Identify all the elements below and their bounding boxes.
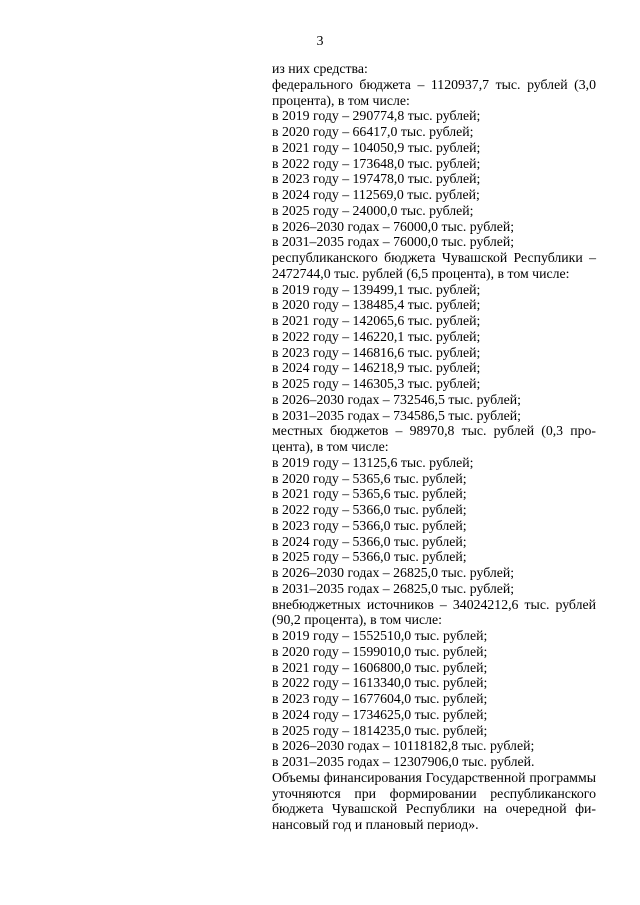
text-line: в 2020 году – 1599010,0 тыс. рублей; (272, 643, 488, 659)
text-line: местных бюджетов – 98970,8 тыс. рублей (0,3 процента), в том числе: (272, 423, 596, 454)
text-line: в 2019 году – 139499,1 тыс. рублей; (272, 281, 481, 297)
text-line: в 2019 году – 1552510,0 тыс. рублей; (272, 628, 488, 643)
text-line: в 2025 году – 5366,0 тыс. рублей; (272, 549, 467, 565)
text-line: в 2031–2035 годах – 12307906,0 тыс. рублей. (272, 754, 535, 769)
text-line: в 2025 году – 1814235,0 тыс. рублей; (272, 722, 488, 738)
text-line: в 2019 году – 13125,6 тыс. рублей; (272, 454, 474, 470)
text-line: в 2022 году – 5366,0 тыс. рублей; (272, 502, 467, 517)
text-line: федерального бюджета – 1120937,7 тыс. рублей (3,0 процента), в том числе: (272, 76, 596, 108)
text-line: в 2025 году – 146305,3 тыс. рублей; (272, 376, 481, 391)
text-line: республиканского бюджета Чувашской Республики – 2472744,0 тыс. рублей (6,5 процента), в том числе: (272, 250, 596, 281)
text-line: в 2026–2030 годах – 76000,0 тыс. рублей; (272, 218, 515, 234)
text-line: в 2021 году – 5365,6 тыс. рублей; (272, 486, 467, 502)
text-line: в 2021 году – 1606800,0 тыс. рублей; (272, 659, 488, 675)
text-line: в 2026–2030 годах – 26825,0 тыс. рублей; (272, 565, 515, 580)
text-line: в 2021 году – 142065,6 тыс. рублей; (272, 313, 481, 328)
text-line: в 2024 году – 5366,0 тыс. рублей; (272, 533, 467, 549)
text-line: в 2024 году – 112569,0 тыс. рублей; (272, 187, 480, 202)
text-line: в 2021 году – 104050,9 тыс. рублей; (272, 139, 481, 155)
text-line: из них средства: (272, 61, 368, 76)
text-line: в 2022 году – 1613340,0 тыс. рублей; (272, 675, 488, 691)
text-line: в 2025 году – 24000,0 тыс. рублей; (272, 202, 474, 218)
text-line: в 2022 году – 173648,0 тыс. рублей; (272, 155, 481, 171)
text-line: Объемы финансирования Государственной программы уточняются при формировании республиканского бюджета Чувашской Республики на очередной финансовый год и плановый период». (272, 769, 596, 832)
text-line: в 2023 году – 146816,6 тыс. рублей; (272, 344, 481, 360)
document-body (272, 61, 596, 833)
text-line: в 2026–2030 годах – 732546,5 тыс. рублей; (272, 391, 521, 407)
text-line: в 2022 году – 146220,1 тыс. рублей; (272, 328, 481, 344)
text-line: в 2020 году – 138485,4 тыс. рублей; (272, 297, 481, 313)
text-line: в 2019 году – 290774,8 тыс. рублей; (272, 108, 481, 124)
text-line: внебюджетных источников – 34024212,6 тыс. рублей (90,2 процента), в том числе: (272, 596, 596, 628)
text-line: в 2023 году – 197478,0 тыс. рублей; (272, 171, 481, 187)
text-line: в 2031–2035 годах – 76000,0 тыс. рублей; (272, 234, 515, 250)
text-line: в 2023 году – 1677604,0 тыс. рублей; (272, 691, 488, 706)
text-line: в 2024 году – 146218,9 тыс. рублей; (272, 360, 481, 376)
text-line: в 2031–2035 годах – 734586,5 тыс. рублей; (272, 407, 521, 423)
text-line: в 2020 году – 5365,6 тыс. рублей; (272, 470, 467, 486)
text-line: в 2023 году – 5366,0 тыс. рублей; (272, 517, 467, 533)
text-line: в 2031–2035 годах – 26825,0 тыс. рублей; (272, 580, 515, 596)
text-line: в 2020 году – 66417,0 тыс. рублей; (272, 124, 474, 139)
text-line: в 2026–2030 годах – 10118182,8 тыс. рублей; (272, 738, 535, 754)
text-line: в 2024 году – 1734625,0 тыс. рублей; (272, 706, 488, 722)
page-number: 3 (316, 34, 324, 49)
